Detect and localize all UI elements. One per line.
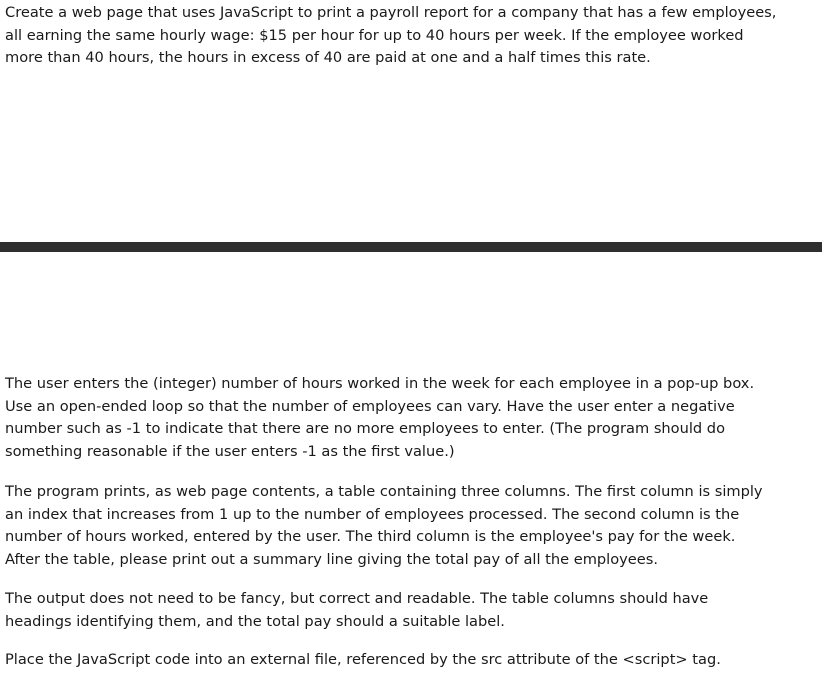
text-line: After the table, please print out a summary line giving the total pay of all the employees.	[5, 550, 659, 568]
text-line: The output does not need to be fancy, but correct and readable. The table columns should have	[5, 590, 709, 607]
text-line: Place the JavaScript code into an external file, referenced by the src attribute of the <script> tag.	[5, 651, 721, 668]
text-line: all earning the same hourly wage: $15 per hour for up to 40 hours per week. If the employee worked	[5, 26, 744, 44]
script-paragraph	[5, 649, 721, 672]
intro-paragraph	[5, 2, 776, 70]
text-line: number such as -1 to indicate that there are no more employees to enter. (The program should do	[5, 420, 725, 437]
output-paragraph	[5, 481, 763, 571]
text-line: The program prints, as web page contents, a table containing three columns. The first column is simply	[5, 483, 763, 500]
text-line: Create a web page that uses JavaScript to print a payroll report for a company that has a few employees,	[5, 4, 777, 21]
text-line: number of hours worked, entered by the user. The third column is the employee's pay for the week.	[5, 528, 736, 545]
text-line: an index that increases from 1 up to the number of employees processed. The second column is the	[5, 505, 740, 523]
section-divider	[0, 242, 822, 252]
text-line: Use an open-ended loop so that the number of employees can vary. Have the user enter a negative	[5, 397, 735, 415]
text-line: The user enters the (integer) number of hours worked in the week for each employee in a pop-up box.	[5, 375, 755, 392]
text-line: something reasonable if the user enters -1 as the first value.)	[5, 442, 455, 460]
text-line: headings identifying them, and the total pay should a suitable label.	[5, 612, 505, 630]
input-paragraph	[5, 373, 754, 463]
text-line: more than 40 hours, the hours in excess of 40 are paid at one and a half times this rate.	[5, 49, 651, 66]
format-paragraph	[5, 588, 708, 633]
